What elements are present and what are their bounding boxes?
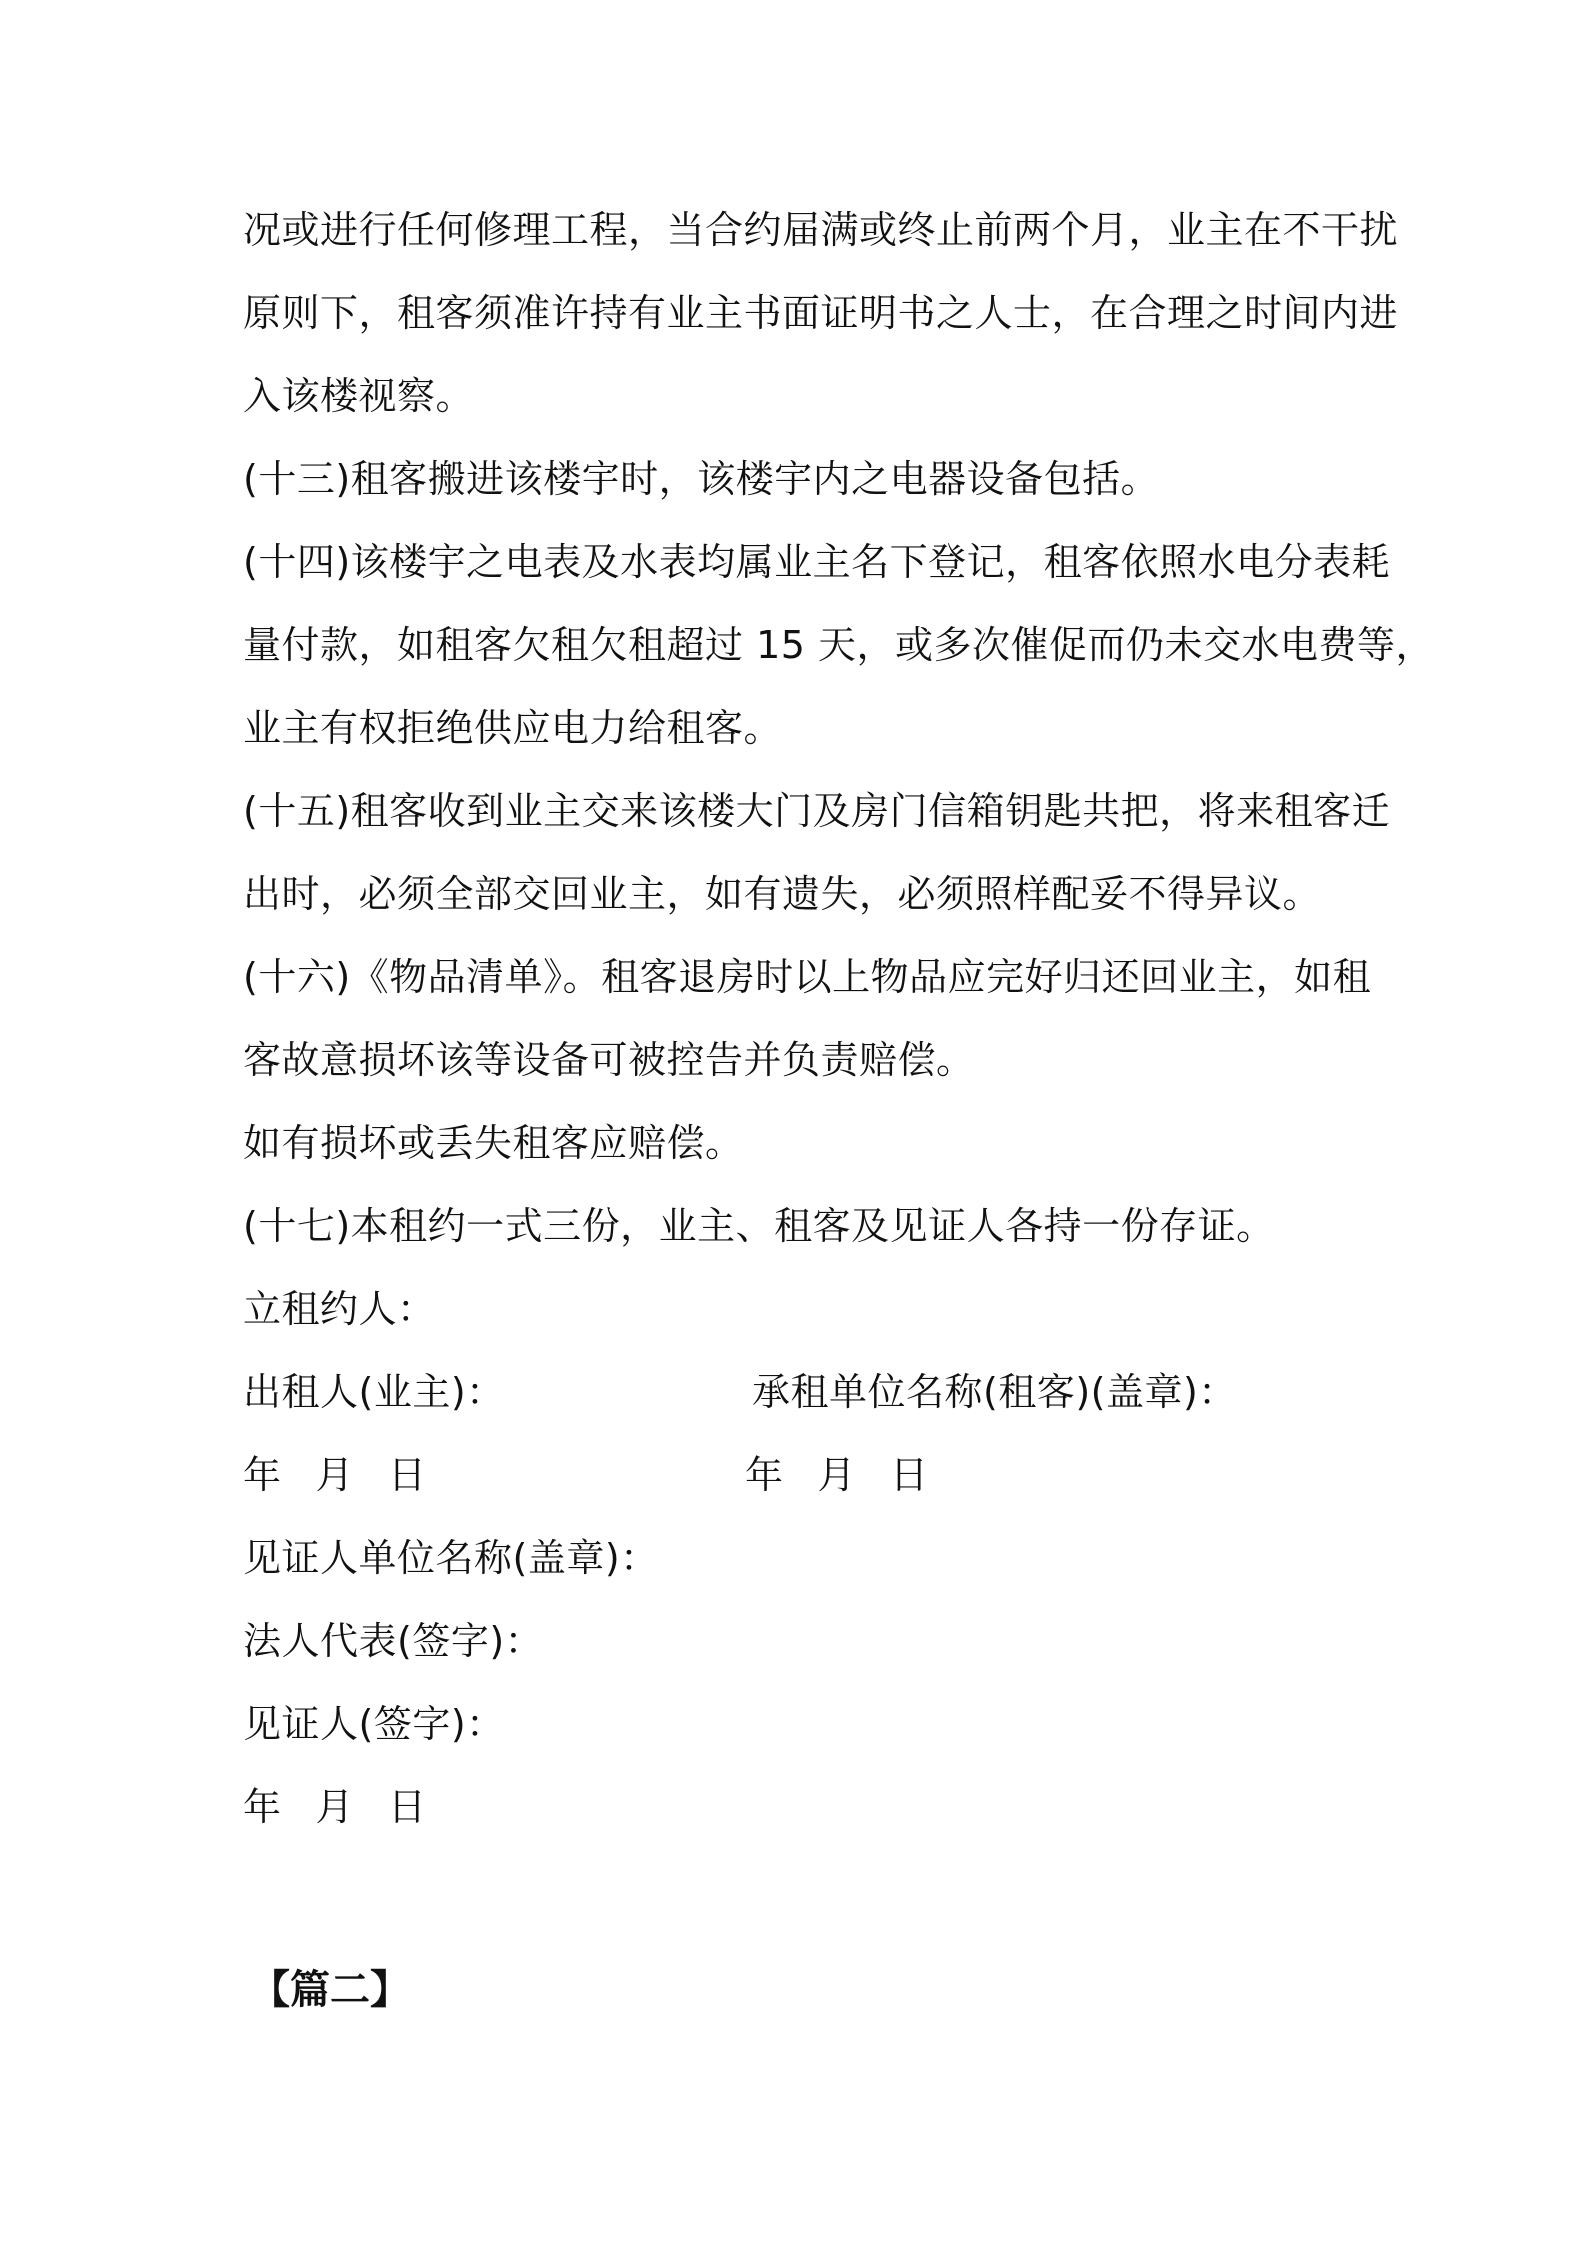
clause-16-line: (十六)《物品清单》。租客退房时以上物品应完好归还回业主，如租	[243, 955, 1372, 999]
date-month: 月	[817, 1453, 857, 1497]
date-day: 日	[388, 1453, 427, 1497]
date-month: 月	[315, 1453, 355, 1497]
date-year: 年	[745, 1453, 784, 1497]
section-heading: 【篇二】	[250, 1967, 410, 2013]
clause-16-line: 客故意损坏该等设备可被控告并负责赔偿。	[243, 1038, 975, 1082]
witness-label: 见证人(签字)：	[243, 1702, 505, 1746]
clause-14-line: 业主有权拒绝供应电力给租客。	[243, 706, 783, 750]
date-year: 年	[243, 1785, 282, 1829]
clause-17: (十七)本租约一式三份，业主、租客及见证人各持一份存证。	[243, 1204, 1275, 1248]
paragraph-line: 原则下，租客须准许持有业主书面证明书之人士，在合理之时间内进	[243, 291, 1399, 335]
paragraph-line: 况或进行任何修理工程，当合约届满或终止前两个月，业主在不干扰	[243, 208, 1399, 252]
tenant-date	[745, 1452, 929, 1498]
witness-unit-label: 见证人单位名称(盖章)：	[243, 1536, 659, 1580]
clause-15-line: 出时，必须全部交回业主，如有遗失，必须照样配妥不得异议。	[243, 872, 1322, 916]
tenant-label: 承租单位名称(租客)(盖章)：	[752, 1370, 1237, 1414]
date-day: 日	[890, 1453, 929, 1497]
paragraph-line: 入该楼视察。	[243, 374, 475, 418]
date-month: 月	[315, 1785, 355, 1829]
clause-14-line: 量付款，如租客欠租欠租超过 15 天，或多次催促而仍未交水电费等，	[243, 623, 1435, 667]
clause-14-line: (十四)该楼宇之电表及水表均属业主名下登记，租客依照水电分表耗	[243, 540, 1391, 584]
date-year: 年	[243, 1453, 282, 1497]
parties-label: 立租约人：	[243, 1287, 436, 1331]
landlord-label: 出租人(业主)：	[243, 1370, 505, 1414]
landlord-date	[243, 1452, 427, 1498]
legal-rep-label: 法人代表(签字)：	[243, 1619, 544, 1663]
date-day: 日	[388, 1785, 427, 1829]
clause-13: (十三)租客搬进该楼宇时，该楼宇内之电器设备包括。	[243, 457, 1160, 501]
clause-15-line: (十五)租客收到业主交来该楼大门及房门信箱钥匙共把，将来租客迁	[243, 789, 1391, 833]
clause-16-line: 如有损坏或丢失租客应赔偿。	[243, 1121, 744, 1165]
witness-date	[243, 1784, 427, 1830]
